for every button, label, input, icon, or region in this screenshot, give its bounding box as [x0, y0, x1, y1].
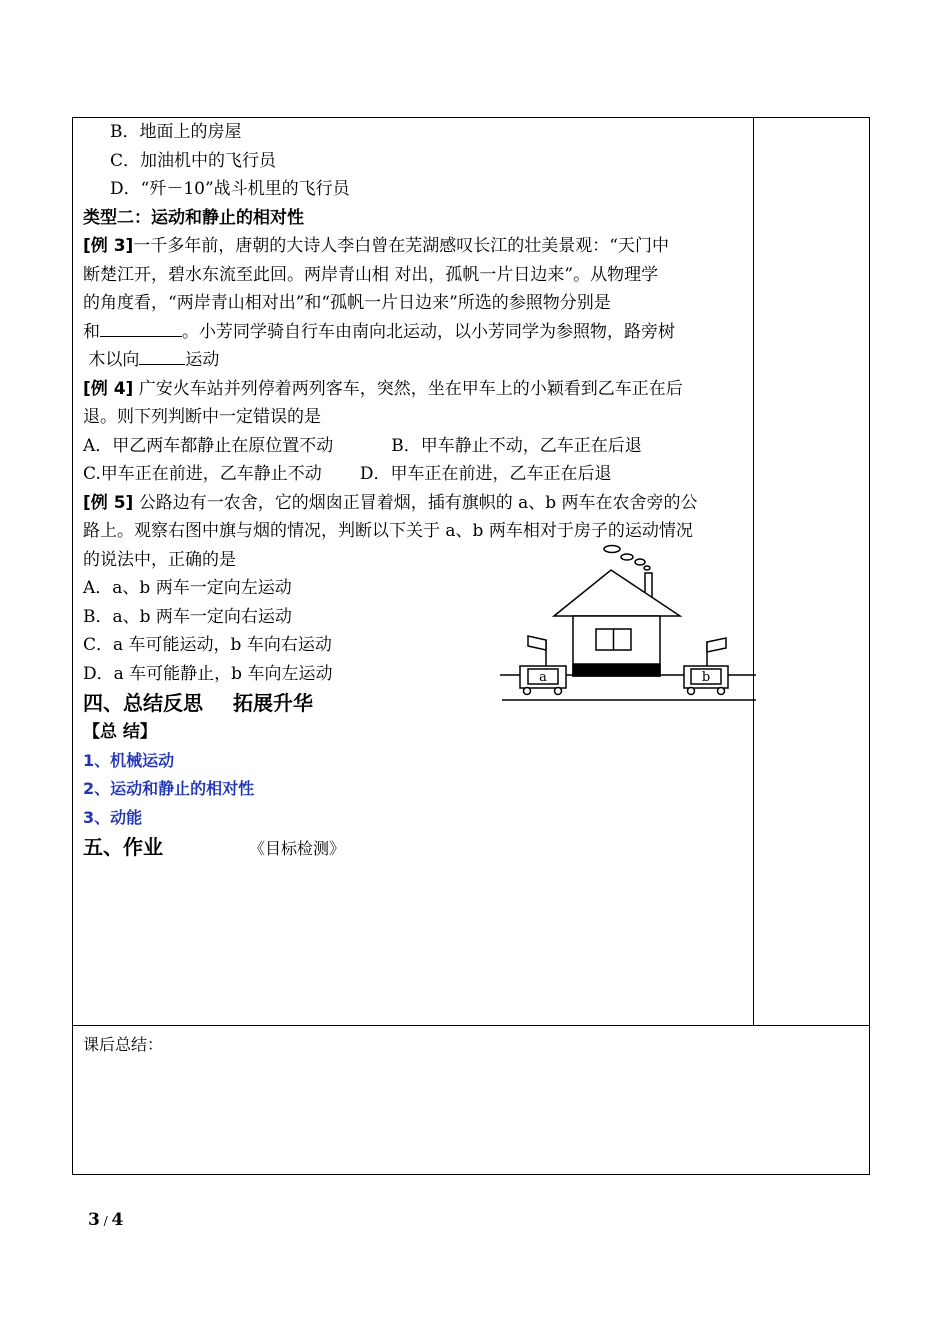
wheel: [555, 688, 562, 695]
example-3-line-2: 断楚江开，碧水东流至此回。两岸青山相 对出，孤帆一片日边来”。从物理学: [83, 264, 659, 285]
type2-heading: 类型二：运动和静止的相对性: [83, 207, 304, 228]
example-4-tag: [例 4]: [83, 378, 134, 399]
example-3-line-4: 和 。小芳同学骑自行车由南向北运动，以小芳同学为参照物，路旁树: [83, 318, 748, 347]
car-a-label: a: [539, 670, 547, 685]
example-3-line-3: 的角度看，“两岸青山相对出”和“孤帆一片日边来”所选的参照物分别是: [83, 293, 611, 313]
option-c: C．加油机中的飞行员: [110, 150, 277, 171]
summary-item: 1、机械运动: [83, 750, 175, 770]
answer-blank: [100, 318, 182, 337]
farmhouse-figure: [500, 540, 756, 705]
summary-heading: 【总 结】: [83, 722, 157, 742]
page-number: 3 / 4: [88, 1210, 124, 1230]
house-roof: [554, 570, 680, 616]
example-3-line-5: 木以向 运动: [83, 346, 748, 375]
example-3-tag: [例 3]: [83, 236, 134, 256]
section-4-heading: 四、总结反思 拓展升华: [83, 691, 313, 715]
example-5-option-b: B．a、b 两车一定向右运动: [83, 606, 292, 627]
option-d: D．“歼－10”战斗机里的飞行员: [110, 179, 350, 199]
example-5-tag: [例 5]: [83, 492, 134, 513]
example-4-options-cd: C.甲车正在前进，乙车静止不动 D．甲车正在前进，乙车正在后退: [83, 464, 612, 484]
wheel: [718, 688, 725, 695]
example-5-option-a: A．a、b 两车一定向左运动: [83, 578, 292, 598]
homework-content: 《目标检测》: [249, 839, 346, 858]
smoke-puff: [604, 546, 620, 553]
example-5-line-2: 路上。观察右图中旗与烟的情况，判断以下关于 a、b 两车相对于房子的运动情况: [83, 521, 693, 541]
smoke-puff: [635, 559, 645, 565]
house-foundation: [573, 664, 660, 676]
example-5-option-d: D．a 车可能静止，b 车向左运动: [83, 663, 333, 684]
example-5-line-3: 的说法中，正确的是: [83, 549, 236, 570]
example-4-options-ab: A．甲乙两车都静止在原位置不动 B．甲车静止不动，乙车正在后退: [83, 435, 642, 456]
option-b: B．地面上的房屋: [110, 122, 242, 142]
section-5-heading: 五、作业 《目标检测》: [83, 835, 346, 859]
summary-item: 2、运动和静止的相对性: [83, 779, 255, 798]
answer-blank: [139, 346, 185, 365]
wheel: [688, 688, 695, 695]
lesson-content: [83, 118, 748, 864]
example-5-line-1: [例 5] 公路边有一农舍，它的烟囱正冒着烟，插有旗帜的 a、b 两车在农舍旁的公: [83, 492, 698, 513]
car-b-label: b: [701, 670, 711, 685]
example-5-option-c: C．a 车可能运动，b 车向右运动: [83, 635, 332, 655]
flag-a: [528, 636, 546, 650]
example-4-line-2: 退。则下列判断中一定错误的是: [83, 407, 321, 427]
example-4-line-1: [例 4] 广安火车站并列停着两列客车，突然，坐在甲车上的小颖看到乙车正在后: [83, 378, 683, 399]
after-class-summary-label: 课后总结：: [83, 1035, 164, 1054]
wheel: [524, 688, 531, 695]
smoke-puff: [621, 554, 633, 560]
example-3-line-1: [例 3]一千多年前，唐朝的大诗人李白曾在芜湖感叹长江的壮美景观：“天门中: [83, 236, 669, 256]
table-row-divider: [72, 1025, 870, 1026]
summary-item: 3、动能: [83, 807, 143, 827]
flag-b: [707, 638, 726, 652]
smoke-puff: [644, 566, 650, 570]
